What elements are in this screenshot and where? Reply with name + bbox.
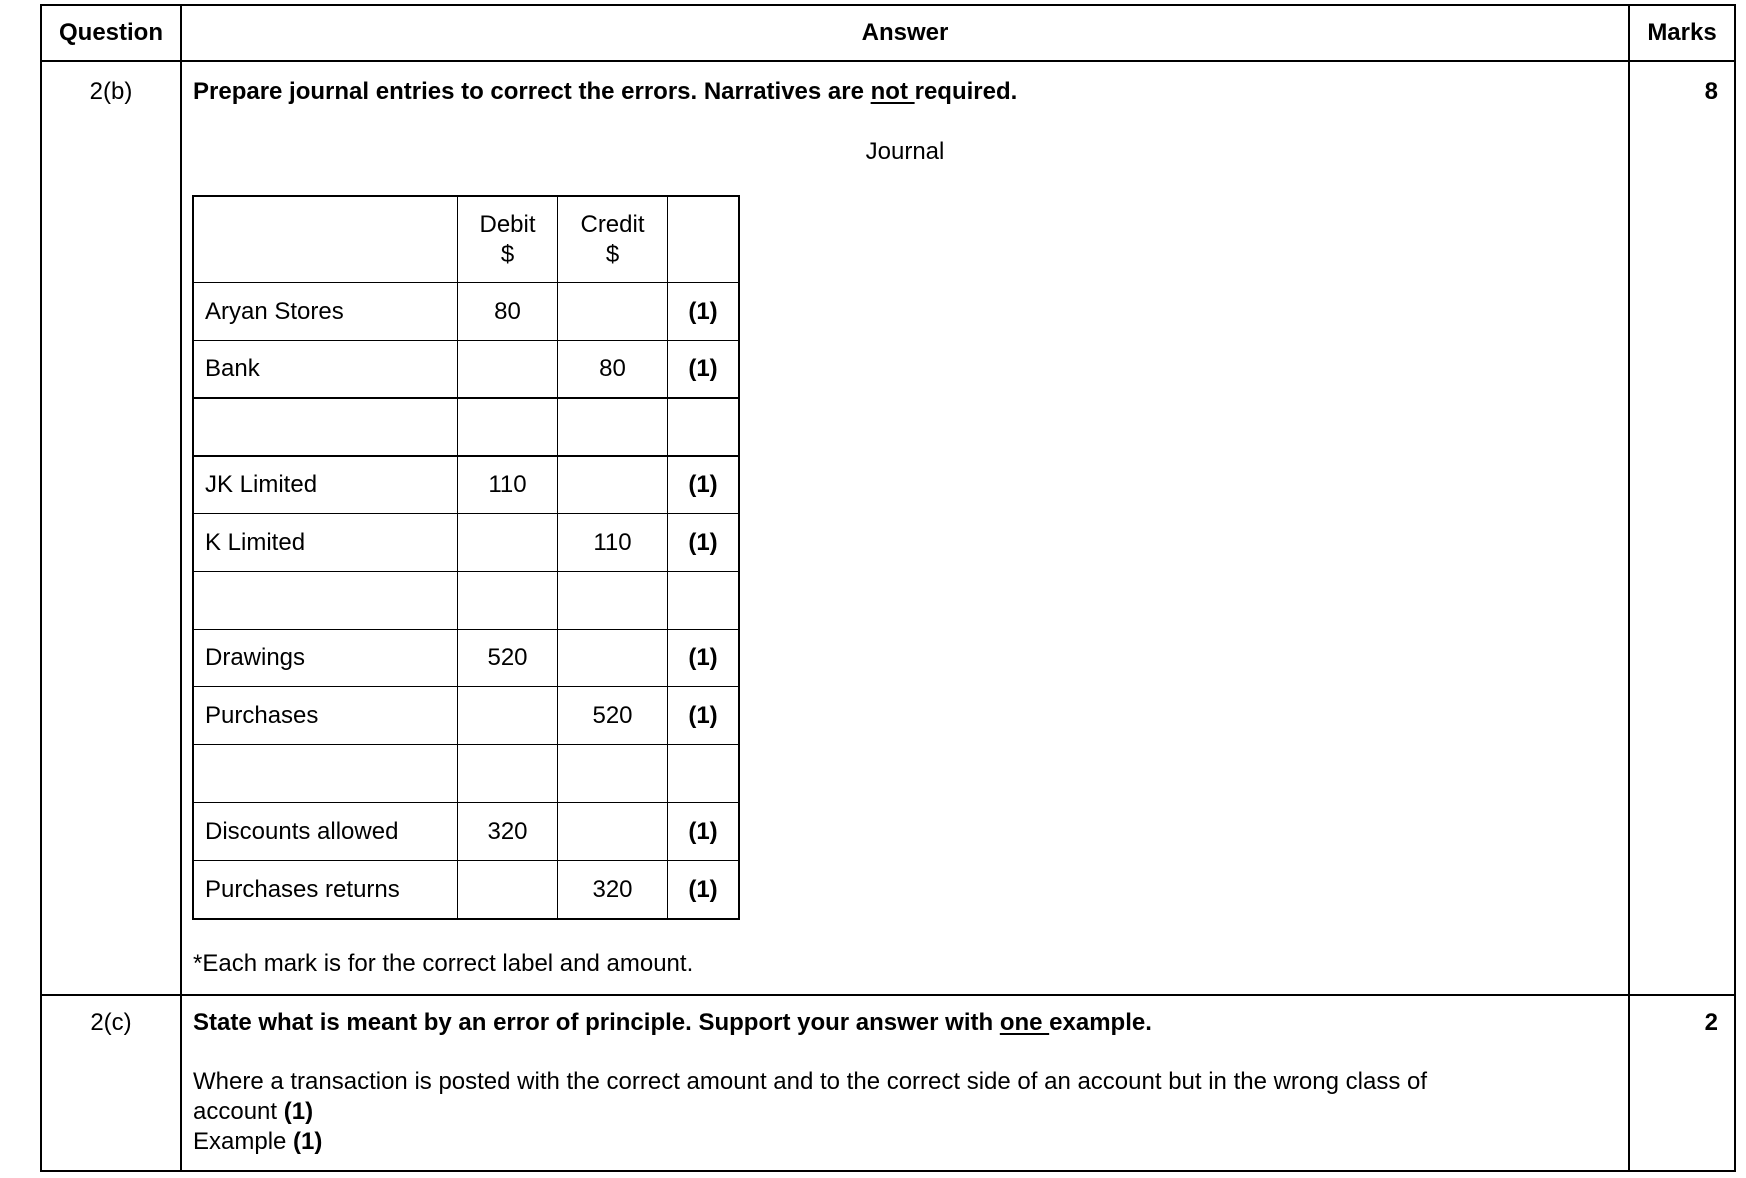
journal-row-credit: 110: [593, 529, 632, 556]
journal-line: [192, 571, 740, 572]
journal-row-label: K Limited: [205, 529, 306, 556]
journal-line: [192, 282, 740, 283]
outer-border-bottom: [40, 1170, 1736, 1172]
journal-row-debit: 320: [487, 818, 528, 845]
journal-header-debit-unit: $: [500, 241, 515, 268]
journal-line: [192, 513, 740, 514]
journal-line: [192, 455, 740, 457]
journal-row-label: Aryan Stores: [205, 298, 344, 325]
journal-row-mark: (1): [688, 529, 718, 556]
journal-line: [192, 195, 740, 197]
journal-row-label: JK Limited: [205, 471, 318, 498]
journal-row-mark: (1): [688, 471, 718, 498]
header-divider: [40, 60, 1736, 62]
journal-row-debit: 80: [494, 298, 521, 325]
journal-row-mark: (1): [688, 355, 718, 382]
journal-line: [192, 802, 740, 803]
answer-2c-line2: account (1): [193, 1098, 314, 1125]
journal-header-credit: Credit: [580, 211, 645, 238]
journal-row-label: Drawings: [205, 644, 306, 671]
journal-row-label: Purchases: [205, 702, 319, 729]
journal-row-credit: 320: [592, 876, 633, 903]
question-prompt-2b: Prepare journal entries to correct the errors. Narratives are not required.: [193, 78, 1018, 105]
journal-row-mark: (1): [688, 876, 718, 903]
question-number-2b: 2(b): [89, 78, 133, 105]
header-question: Question: [58, 19, 163, 46]
marks-2b: 8: [1704, 78, 1718, 105]
journal-line: [192, 195, 194, 920]
journal-line: [738, 195, 740, 920]
journal-line: [192, 340, 740, 341]
journal-row-mark: (1): [688, 818, 718, 845]
header-marks: Marks: [1647, 19, 1717, 46]
journal-row-credit: 80: [599, 355, 626, 382]
journal-footnote: *Each mark is for the correct label and amount.: [193, 950, 694, 977]
journal-row-debit: 110: [488, 471, 527, 498]
column-divider-question: [180, 4, 182, 1172]
journal-line: [192, 860, 740, 861]
question-number-2c: 2(c): [90, 1009, 132, 1036]
journal-row-debit: 520: [487, 644, 528, 671]
outer-border-top: [40, 4, 1736, 6]
row-divider: [40, 994, 1736, 996]
outer-border-left: [40, 4, 42, 1172]
journal-row-label: Bank: [205, 355, 260, 382]
journal-row-mark: (1): [688, 702, 718, 729]
column-divider-marks: [1628, 4, 1630, 1172]
journal-line: [192, 918, 740, 920]
header-answer: Answer: [861, 19, 949, 46]
journal-header-debit: Debit: [479, 211, 536, 238]
outer-border-right: [1734, 4, 1736, 1172]
journal-row-credit: 520: [592, 702, 633, 729]
journal-header-credit-unit: $: [605, 241, 620, 268]
journal-line: [192, 744, 740, 745]
question-prompt-2c: State what is meant by an error of principle. Support your answer with one example.: [193, 1009, 1152, 1036]
journal-line: [192, 686, 740, 687]
journal-title: Journal: [865, 138, 945, 165]
journal-row-mark: (1): [688, 644, 718, 671]
answer-2c-line1: Where a transaction is posted with the correct amount and to the correct side of an account but in the wrong class of: [193, 1068, 1427, 1095]
journal-row-label: Purchases returns: [205, 876, 400, 903]
journal-line: [192, 397, 740, 399]
answer-2c-line3: Example (1): [193, 1128, 323, 1155]
marks-2c: 2: [1704, 1009, 1718, 1036]
journal-line: [192, 629, 740, 630]
journal-row-mark: (1): [688, 298, 718, 325]
journal-row-label: Discounts allowed: [205, 818, 399, 845]
